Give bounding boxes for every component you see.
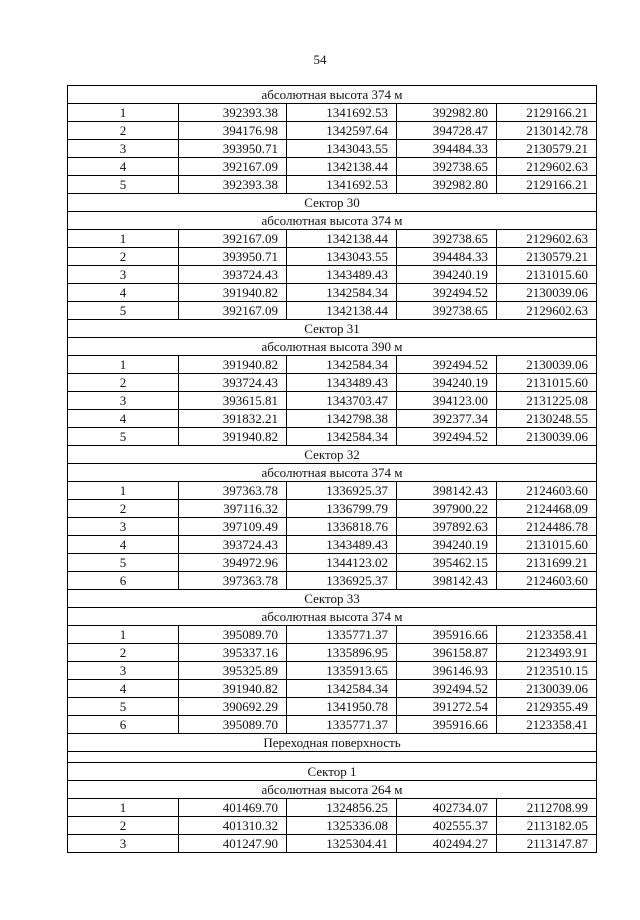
coordinate-cell: 2131015.60 [497,536,597,554]
coordinate-cell: 1324856.25 [287,799,397,817]
point-number-cell: 2 [68,500,179,518]
coordinate-cell: 393724.43 [179,266,287,284]
coordinate-cell: 1336818.76 [287,518,397,536]
point-number-cell: 1 [68,799,179,817]
point-number-cell: 5 [68,176,179,194]
coordinate-cell: 397900.22 [397,500,497,518]
coordinate-cell: 392393.38 [179,104,287,122]
table-row [68,266,597,284]
coordinate-cell: 395462.15 [397,554,497,572]
table-row [68,799,597,817]
coordinate-cell: 1343703.47 [287,392,397,410]
sector-title-cell: Сектор 32 [68,446,597,464]
coordinate-cell: 392982.80 [397,104,497,122]
table-row [68,284,597,302]
coordinate-cell: 397116.32 [179,500,287,518]
coordinate-cell: 394484.33 [397,140,497,158]
sector-height-header-cell: абсолютная высота 374 м [68,86,597,104]
table-row [68,626,597,644]
coordinate-cell: 392738.65 [397,302,497,320]
coordinate-cell: 392494.52 [397,680,497,698]
table-row [68,554,597,572]
spacer-row [68,752,597,763]
coordinate-cell: 394176.98 [179,122,287,140]
coordinate-cell: 392167.09 [179,302,287,320]
coordinate-cell: 2123358.41 [497,716,597,734]
coordinate-cell: 392738.65 [397,230,497,248]
coordinate-cell: 2129355.49 [497,698,597,716]
table-row [68,302,597,320]
sector-title [68,446,597,464]
coordinate-cell: 1342138.44 [287,230,397,248]
coordinate-cell: 2130579.21 [497,248,597,266]
sector-title [68,763,597,781]
table-row [68,122,597,140]
coordinate-cell: 401247.90 [179,835,287,853]
table-row [68,230,597,248]
point-number-cell: 3 [68,266,179,284]
table-row [68,518,597,536]
coordinate-cell: 395325.89 [179,662,287,680]
coordinate-cell: 1336925.37 [287,482,397,500]
coordinate-cell: 398142.43 [397,572,497,590]
coordinate-cell: 1342584.34 [287,284,397,302]
point-number-cell: 3 [68,392,179,410]
coordinate-cell: 1336925.37 [287,572,397,590]
table-row [68,835,597,853]
point-number-cell: 1 [68,626,179,644]
coordinates-table-body [68,86,597,853]
coordinate-cell: 393950.71 [179,140,287,158]
point-number-cell: 5 [68,698,179,716]
point-number-cell: 6 [68,572,179,590]
coordinate-cell: 391940.82 [179,428,287,446]
sector-height-header [68,608,597,626]
page-number: 54 [313,52,327,67]
coordinate-cell: 396146.93 [397,662,497,680]
coordinate-cell: 2130579.21 [497,140,597,158]
coordinate-cell: 2130039.06 [497,680,597,698]
point-number-cell: 2 [68,248,179,266]
point-number-cell: 3 [68,835,179,853]
coordinate-cell: 1325304.41 [287,835,397,853]
point-number-cell: 5 [68,428,179,446]
coordinate-cell: 394123.00 [397,392,497,410]
coordinate-cell: 394240.19 [397,536,497,554]
coordinate-cell: 397109.49 [179,518,287,536]
coordinate-cell: 1336799.79 [287,500,397,518]
coordinate-cell: 1343489.43 [287,266,397,284]
table-row [68,698,597,716]
sector-height-header [68,464,597,482]
point-number-cell: 1 [68,356,179,374]
point-number-cell: 1 [68,482,179,500]
sector-height-header [68,212,597,230]
section-title-cell: Переходная поверхность [68,734,597,752]
coordinate-cell: 390692.29 [179,698,287,716]
point-number-cell: 2 [68,644,179,662]
section-title [68,734,597,752]
coordinate-cell: 1341692.53 [287,176,397,194]
sector-title [68,194,597,212]
coordinate-cell: 1342584.34 [287,356,397,374]
coordinate-cell: 1343043.55 [287,248,397,266]
coordinate-cell: 391832.21 [179,410,287,428]
coordinate-cell: 392494.52 [397,284,497,302]
table-row [68,410,597,428]
sector-title-cell: Сектор 33 [68,590,597,608]
coordinate-cell: 2129166.21 [497,104,597,122]
coordinate-cell: 391940.82 [179,284,287,302]
point-number-cell: 4 [68,284,179,302]
coordinate-cell: 1343043.55 [287,140,397,158]
coordinate-cell: 2113182.05 [497,817,597,835]
coordinate-cell: 394240.19 [397,374,497,392]
coordinate-cell: 1335913.65 [287,662,397,680]
coordinate-cell: 2112708.99 [497,799,597,817]
coordinate-cell: 395916.66 [397,626,497,644]
coordinate-cell: 394240.19 [397,266,497,284]
coordinate-cell: 2123510.15 [497,662,597,680]
coordinate-cell: 2129602.63 [497,158,597,176]
sector-height-header-cell: абсолютная высота 390 м [68,338,597,356]
coordinate-cell: 398142.43 [397,482,497,500]
coordinate-cell: 401310.32 [179,817,287,835]
sector-title-cell: Сектор 31 [68,320,597,338]
point-number-cell: 1 [68,104,179,122]
coordinate-cell: 394728.47 [397,122,497,140]
coordinate-cell: 1335771.37 [287,716,397,734]
table-row [68,536,597,554]
coordinate-cell: 2129602.63 [497,302,597,320]
point-number-cell: 2 [68,817,179,835]
coordinate-cell: 2130039.06 [497,428,597,446]
coordinate-cell: 1335771.37 [287,626,397,644]
coordinates-table [67,85,597,853]
sector-height-header-cell: абсолютная высота 264 м [68,781,597,799]
coordinate-cell: 392494.52 [397,428,497,446]
coordinate-cell: 2131699.21 [497,554,597,572]
table-row [68,716,597,734]
coordinate-cell: 392167.09 [179,158,287,176]
coordinate-cell: 2130142.78 [497,122,597,140]
sector-height-header [68,338,597,356]
coordinate-cell: 1335896.95 [287,644,397,662]
point-number-cell: 3 [68,662,179,680]
coordinate-cell: 392393.38 [179,176,287,194]
table-row [68,572,597,590]
sector-height-header [68,86,597,104]
table-row [68,500,597,518]
coordinate-cell: 397892.63 [397,518,497,536]
coordinate-cell: 395337.16 [179,644,287,662]
coordinate-cell: 392167.09 [179,230,287,248]
point-number-cell: 5 [68,554,179,572]
point-number-cell: 4 [68,158,179,176]
coordinate-cell: 395089.70 [179,626,287,644]
coordinate-cell: 2113147.87 [497,835,597,853]
coordinate-cell: 2129166.21 [497,176,597,194]
sector-height-header-cell: абсолютная высота 374 м [68,608,597,626]
table-row [68,644,597,662]
coordinate-cell: 395916.66 [397,716,497,734]
coordinate-cell: 392494.52 [397,356,497,374]
coordinate-cell: 1342138.44 [287,302,397,320]
point-number-cell: 1 [68,230,179,248]
coordinate-cell: 393615.81 [179,392,287,410]
coordinate-cell: 1343489.43 [287,374,397,392]
spacer-cell [68,752,597,763]
sector-title-cell: Сектор 1 [68,763,597,781]
table-row [68,140,597,158]
coordinate-cell: 1341692.53 [287,104,397,122]
sector-height-header-cell: абсолютная высота 374 м [68,464,597,482]
coordinate-cell: 1342138.44 [287,158,397,176]
table-row [68,104,597,122]
coordinate-cell: 392738.65 [397,158,497,176]
coordinate-cell: 2131225.08 [497,392,597,410]
point-number-cell: 2 [68,122,179,140]
coordinate-cell: 2130248.55 [497,410,597,428]
coordinate-cell: 1342584.34 [287,428,397,446]
coordinate-cell: 396158.87 [397,644,497,662]
coordinate-cell: 2130039.06 [497,356,597,374]
coordinate-cell: 1325336.08 [287,817,397,835]
coordinate-cell: 395089.70 [179,716,287,734]
coordinate-cell: 391940.82 [179,680,287,698]
coordinate-cell: 392982.80 [397,176,497,194]
coordinate-cell: 393724.43 [179,536,287,554]
coordinate-cell: 394484.33 [397,248,497,266]
coordinate-cell: 402734.07 [397,799,497,817]
coordinate-cell: 394972.96 [179,554,287,572]
coordinate-cell: 2124486.78 [497,518,597,536]
point-number-cell: 4 [68,410,179,428]
coordinate-cell: 1341950.78 [287,698,397,716]
coordinate-cell: 391272.54 [397,698,497,716]
coordinate-cell: 402494.27 [397,835,497,853]
coordinate-cell: 2129602.63 [497,230,597,248]
coordinate-cell: 392377.34 [397,410,497,428]
coordinate-cell: 397363.78 [179,482,287,500]
coordinate-cell: 1343489.43 [287,536,397,554]
table-row [68,817,597,835]
coordinate-cell: 2131015.60 [497,374,597,392]
point-number-cell: 4 [68,680,179,698]
coordinate-cell: 2130039.06 [497,284,597,302]
point-number-cell: 2 [68,374,179,392]
table-row [68,482,597,500]
coordinate-cell: 2123493.91 [497,644,597,662]
point-number-cell: 4 [68,536,179,554]
coordinate-cell: 1342597.64 [287,122,397,140]
table-row [68,176,597,194]
point-number-cell: 3 [68,518,179,536]
coordinate-cell: 2124603.60 [497,482,597,500]
sector-title [68,590,597,608]
table-row [68,392,597,410]
sector-height-header-cell: абсолютная высота 374 м [68,212,597,230]
table-row [68,248,597,266]
sector-height-header [68,781,597,799]
point-number-cell: 5 [68,302,179,320]
coordinate-cell: 391940.82 [179,356,287,374]
table-row [68,158,597,176]
sector-title-cell: Сектор 30 [68,194,597,212]
coordinate-cell: 2131015.60 [497,266,597,284]
point-number-cell: 6 [68,716,179,734]
coordinate-cell: 397363.78 [179,572,287,590]
coordinate-cell: 2123358.41 [497,626,597,644]
table-row [68,428,597,446]
table-row [68,680,597,698]
coordinate-cell: 401469.70 [179,799,287,817]
coordinate-cell: 1344123.02 [287,554,397,572]
coordinate-cell: 402555.37 [397,817,497,835]
coordinate-cell: 1342798.38 [287,410,397,428]
table-row [68,374,597,392]
coordinate-cell: 2124468.09 [497,500,597,518]
coordinate-cell: 1342584.34 [287,680,397,698]
coordinate-cell: 393724.43 [179,374,287,392]
coordinate-cell: 2124603.60 [497,572,597,590]
table-row [68,662,597,680]
coordinate-cell: 393950.71 [179,248,287,266]
sector-title [68,320,597,338]
table-row [68,356,597,374]
point-number-cell: 3 [68,140,179,158]
